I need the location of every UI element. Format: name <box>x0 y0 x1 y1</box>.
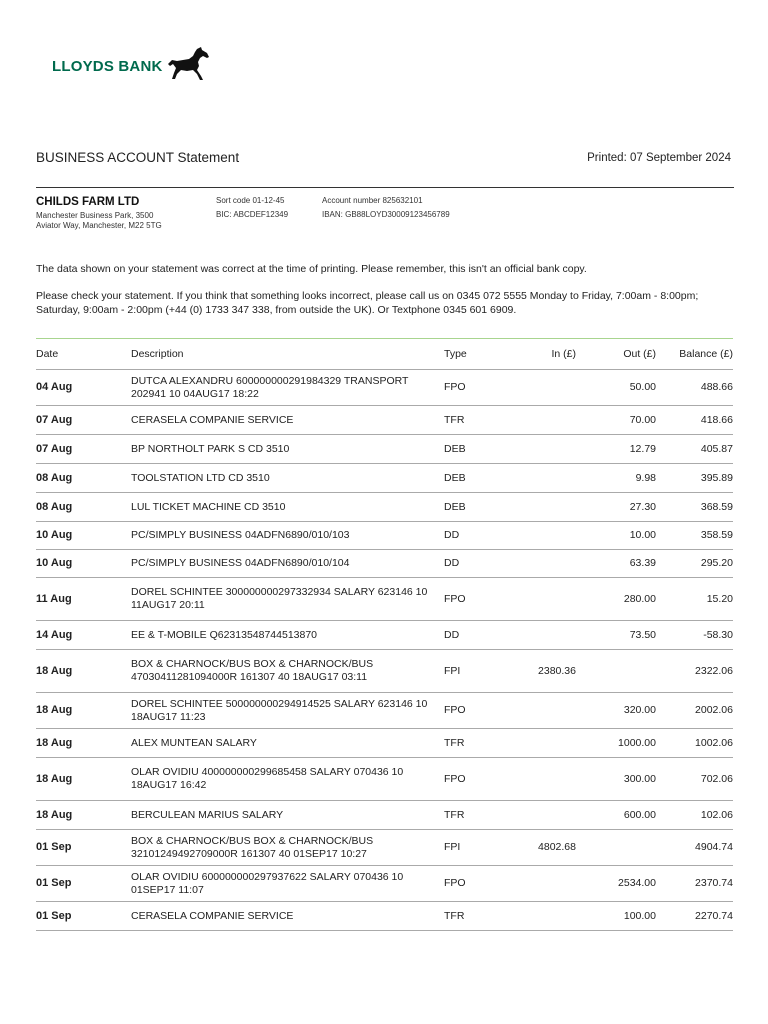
table-row <box>36 406 733 435</box>
table-row <box>36 801 733 830</box>
table-row <box>36 435 733 464</box>
cell-date: 18 Aug <box>36 693 131 729</box>
cell-balance: 368.59 <box>656 493 733 522</box>
cell-type: FPO <box>444 758 496 801</box>
bank-logo <box>52 46 211 87</box>
cell-type: TFR <box>444 406 496 435</box>
cell-out <box>576 650 656 693</box>
col-out: Out (£) <box>576 339 656 370</box>
cell-balance: 2322.06 <box>656 650 733 693</box>
cell-balance: 4904.74 <box>656 830 733 866</box>
table-row <box>36 493 733 522</box>
cell-out: 600.00 <box>576 801 656 830</box>
bic-code: BIC: ABCDEF12349 <box>216 210 289 219</box>
cell-balance: 102.06 <box>656 801 733 830</box>
cell-description: PC/SIMPLY BUSINESS 04ADFN6890/010/103 <box>131 522 444 550</box>
cell-description: CERASELA COMPANIE SERVICE <box>131 902 444 931</box>
address-line-2: Aviator Way, Manchester, M22 5TG <box>36 221 162 230</box>
cell-balance: 405.87 <box>656 435 733 464</box>
cell-out: 1000.00 <box>576 729 656 758</box>
cell-type: DEB <box>444 435 496 464</box>
cell-in <box>496 758 576 801</box>
notice-contact: Please check your statement. If you think that something looks incorrect, please call us on 0345 072 5555 Monday to Friday, 7:00am - 8:00pm; Saturday, 9:00am - 2:00pm (+44 (0) 1733 347 338, from outside the UK). Or Textphone 0345 601 6909. <box>36 290 699 316</box>
cell-type: FPI <box>444 830 496 866</box>
cell-in <box>496 729 576 758</box>
table-row <box>36 550 733 578</box>
table-row <box>36 830 733 866</box>
cell-description: EE & T-MOBILE Q62313548744513870 <box>131 621 444 650</box>
address-line-1: Manchester Business Park, 3500 <box>36 211 154 220</box>
cell-description: PC/SIMPLY BUSINESS 04ADFN6890/010/104 <box>131 550 444 578</box>
table-row <box>36 621 733 650</box>
cell-balance: 2270.74 <box>656 902 733 931</box>
cell-out: 63.39 <box>576 550 656 578</box>
header-divider <box>36 187 734 188</box>
table-row <box>36 758 733 801</box>
cell-description: ALEX MUNTEAN SALARY <box>131 729 444 758</box>
cell-type: DD <box>444 621 496 650</box>
cell-balance: 358.59 <box>656 522 733 550</box>
cell-balance: 395.89 <box>656 464 733 493</box>
cell-balance: 15.20 <box>656 578 733 621</box>
company-name: CHILDS FARM LTD <box>36 196 140 208</box>
cell-balance: 2370.74 <box>656 866 733 902</box>
cell-date: 10 Aug <box>36 522 131 550</box>
cell-description: TOOLSTATION LTD CD 3510 <box>131 464 444 493</box>
notice-printing: The data shown on your statement was correct at the time of printing. Please remember, this isn't an official bank copy. <box>36 263 587 275</box>
cell-balance: 702.06 <box>656 758 733 801</box>
cell-out: 280.00 <box>576 578 656 621</box>
cell-description: DOREL SCHINTEE 500000000294914525 SALARY 623146 10 18AUG17 11:23 <box>131 693 444 729</box>
cell-out: 70.00 <box>576 406 656 435</box>
cell-out: 100.00 <box>576 902 656 931</box>
sort-code: Sort code 01-12-45 <box>216 196 285 205</box>
cell-balance: 295.20 <box>656 550 733 578</box>
cell-description: DOREL SCHINTEE 300000000297332934 SALARY 623146 10 11AUG17 20:11 <box>131 578 444 621</box>
transactions-table <box>36 338 733 931</box>
cell-balance: 418.66 <box>656 406 733 435</box>
cell-in <box>496 866 576 902</box>
cell-description: LUL TICKET MACHINE CD 3510 <box>131 493 444 522</box>
cell-date: 01 Sep <box>36 902 131 931</box>
cell-in <box>496 578 576 621</box>
cell-out: 12.79 <box>576 435 656 464</box>
cell-type: FPO <box>444 866 496 902</box>
cell-in <box>496 493 576 522</box>
cell-balance: 1002.06 <box>656 729 733 758</box>
cell-type: FPO <box>444 578 496 621</box>
cell-date: 18 Aug <box>36 801 131 830</box>
cell-in <box>496 435 576 464</box>
col-in: In (£) <box>496 339 576 370</box>
cell-description: CERASELA COMPANIE SERVICE <box>131 406 444 435</box>
cell-description: BP NORTHOLT PARK S CD 3510 <box>131 435 444 464</box>
cell-out: 320.00 <box>576 693 656 729</box>
account-number: Account number 825632101 <box>322 196 423 205</box>
table-row <box>36 902 733 931</box>
company-address <box>36 211 162 231</box>
cell-in <box>496 801 576 830</box>
cell-type: FPI <box>444 650 496 693</box>
cell-type: DD <box>444 522 496 550</box>
cell-date: 18 Aug <box>36 650 131 693</box>
printed-date: Printed: 07 September 2024 <box>587 152 731 164</box>
cell-in <box>496 464 576 493</box>
cell-type: DD <box>444 550 496 578</box>
cell-out: 300.00 <box>576 758 656 801</box>
col-date: Date <box>36 339 131 370</box>
cell-date: 01 Sep <box>36 866 131 902</box>
table-row <box>36 866 733 902</box>
cell-in <box>496 522 576 550</box>
bank-name: LLOYDS BANK <box>52 58 163 75</box>
cell-out: 10.00 <box>576 522 656 550</box>
cell-date: 07 Aug <box>36 406 131 435</box>
cell-in <box>496 370 576 406</box>
cell-description: BOX & CHARNOCK/BUS BOX & CHARNOCK/BUS 32101249492709000R 161307 40 01SEP17 10:27 <box>131 830 444 866</box>
col-description: Description <box>131 339 444 370</box>
cell-in <box>496 406 576 435</box>
cell-in: 2380.36 <box>496 650 576 693</box>
cell-out: 50.00 <box>576 370 656 406</box>
cell-description: BERCULEAN MARIUS SALARY <box>131 801 444 830</box>
col-balance: Balance (£) <box>656 339 733 370</box>
cell-description: DUTCA ALEXANDRU 600000000291984329 TRANSPORT 202941 10 04AUG17 18:22 <box>131 370 444 406</box>
cell-balance: 2002.06 <box>656 693 733 729</box>
cell-description: OLAR OVIDIU 400000000299685458 SALARY 070436 10 18AUG17 16:42 <box>131 758 444 801</box>
cell-type: DEB <box>444 464 496 493</box>
cell-type: DEB <box>444 493 496 522</box>
cell-balance: -58.30 <box>656 621 733 650</box>
cell-date: 18 Aug <box>36 729 131 758</box>
cell-description: BOX & CHARNOCK/BUS BOX & CHARNOCK/BUS 47030411281094000R 161307 40 18AUG17 03:11 <box>131 650 444 693</box>
cell-type: TFR <box>444 729 496 758</box>
cell-date: 08 Aug <box>36 464 131 493</box>
table-row <box>36 370 733 406</box>
table-row <box>36 693 733 729</box>
cell-out: 9.98 <box>576 464 656 493</box>
table-header-row <box>36 339 733 370</box>
cell-in <box>496 621 576 650</box>
cell-out: 73.50 <box>576 621 656 650</box>
cell-date: 08 Aug <box>36 493 131 522</box>
cell-out: 27.30 <box>576 493 656 522</box>
cell-in <box>496 693 576 729</box>
cell-date: 01 Sep <box>36 830 131 866</box>
table-row <box>36 464 733 493</box>
cell-date: 14 Aug <box>36 621 131 650</box>
cell-date: 10 Aug <box>36 550 131 578</box>
col-type: Type <box>444 339 496 370</box>
cell-type: FPO <box>444 693 496 729</box>
cell-description: OLAR OVIDIU 600000000297937622 SALARY 070436 10 01SEP17 11:07 <box>131 866 444 902</box>
cell-type: TFR <box>444 801 496 830</box>
cell-date: 11 Aug <box>36 578 131 621</box>
table-row <box>36 729 733 758</box>
cell-date: 07 Aug <box>36 435 131 464</box>
cell-type: FPO <box>444 370 496 406</box>
statement-title: BUSINESS ACCOUNT Statement <box>36 150 240 165</box>
cell-type: TFR <box>444 902 496 931</box>
cell-balance: 488.66 <box>656 370 733 406</box>
table-row <box>36 578 733 621</box>
cell-in <box>496 902 576 931</box>
cell-date: 04 Aug <box>36 370 131 406</box>
cell-out <box>576 830 656 866</box>
cell-in: 4802.68 <box>496 830 576 866</box>
cell-out: 2534.00 <box>576 866 656 902</box>
horse-icon <box>167 46 211 87</box>
cell-in <box>496 550 576 578</box>
cell-date: 18 Aug <box>36 758 131 801</box>
table-row <box>36 650 733 693</box>
table-row <box>36 522 733 550</box>
iban: IBAN: GB88LOYD30009123456789 <box>322 210 450 219</box>
